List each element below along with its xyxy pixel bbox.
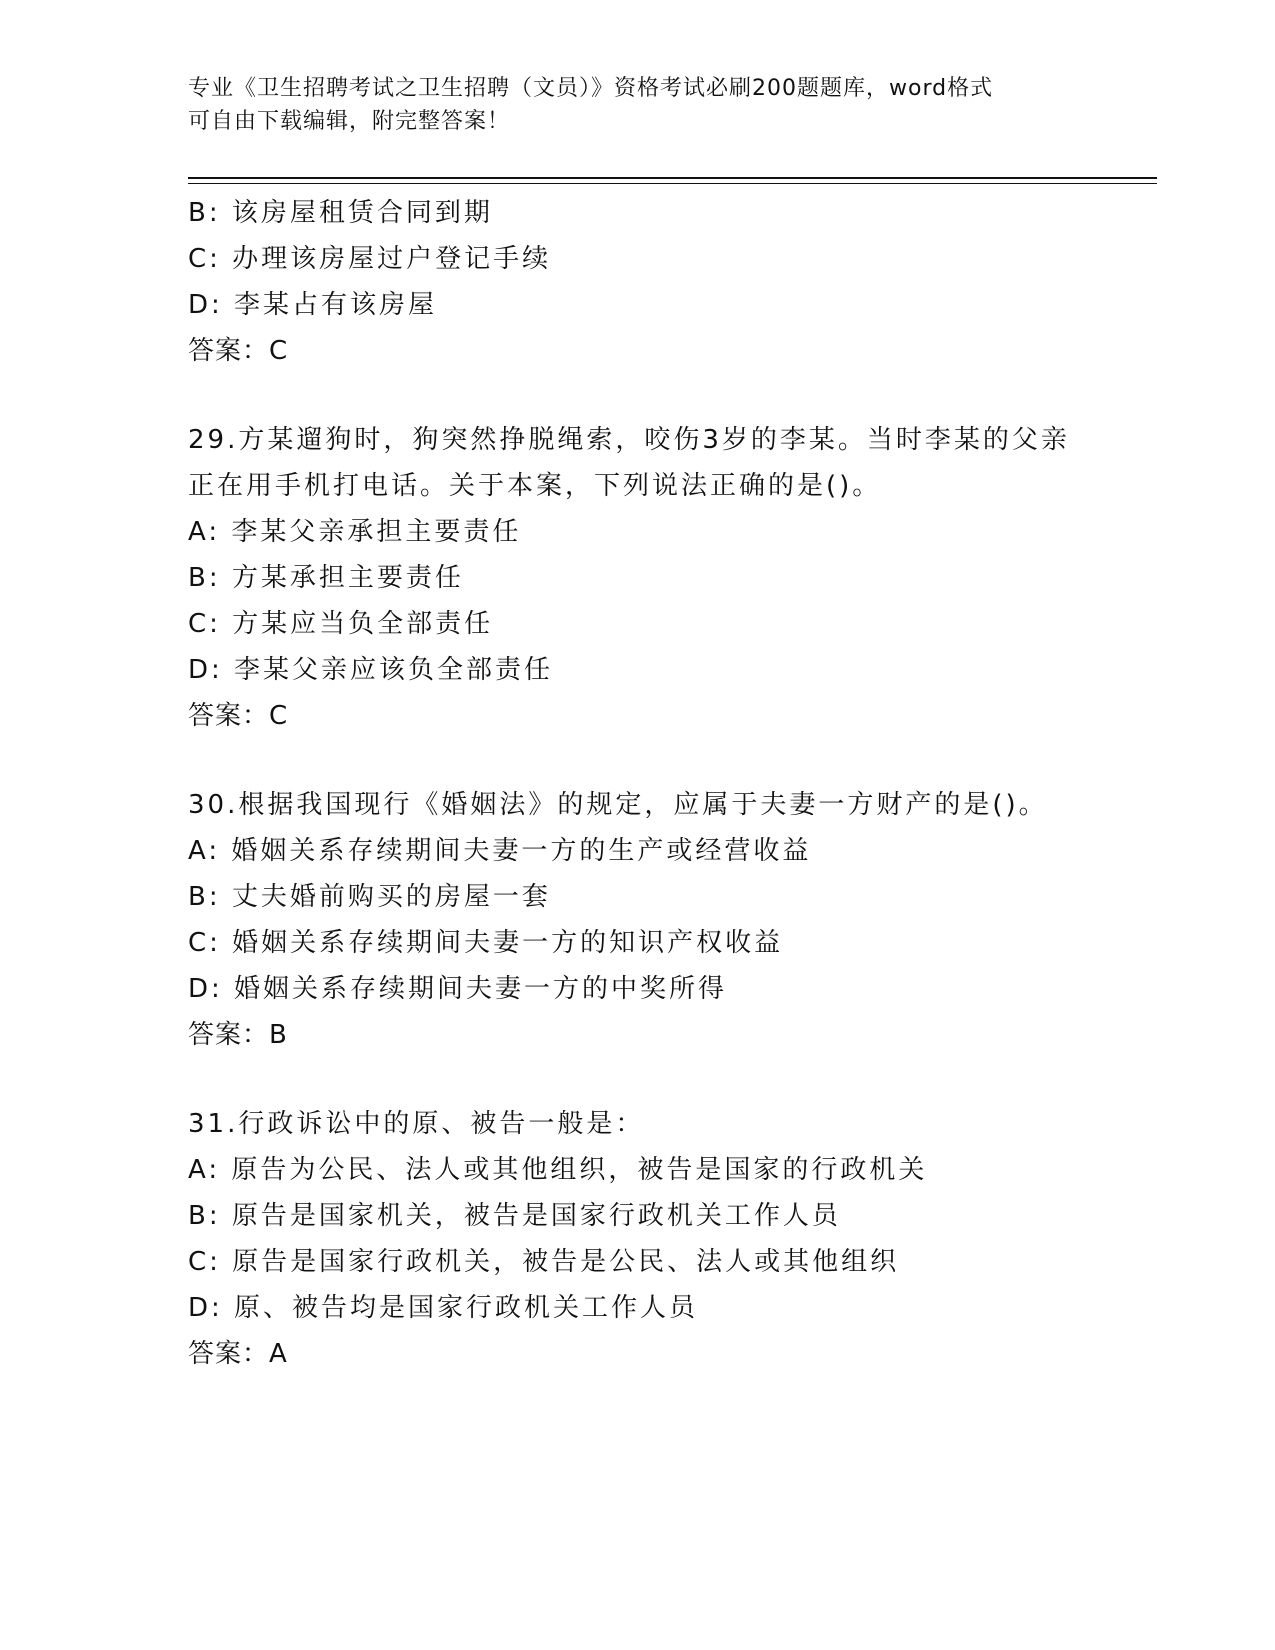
header-divider-thick [188, 177, 1157, 179]
option-b: B: 原告是国家机关，被告是国家行政机关工作人员 [188, 1201, 841, 1231]
question-29 [188, 417, 1138, 739]
question-31 [188, 1101, 1138, 1377]
answer: 答案：A [188, 1339, 288, 1369]
header-line-2: 可自由下载编辑，附完整答案！ [188, 109, 511, 134]
option-a: A: 原告为公民、法人或其他组织，被告是国家的行政机关 [188, 1155, 928, 1185]
option-a: A: 婚姻关系存续期间夫妻一方的生产或经营收益 [188, 836, 812, 866]
option-c: C: 方某应当负全部责任 [188, 609, 494, 639]
option-c: C: 原告是国家行政机关，被告是公民、法人或其他组织 [188, 1247, 900, 1277]
option-a: A: 李某父亲承担主要责任 [188, 517, 522, 547]
question-28 [188, 190, 1138, 374]
spacer [188, 1058, 1138, 1101]
option-d: D: 李某占有该房屋 [188, 290, 438, 320]
option-b: B: 该房屋租赁合同到期 [188, 198, 493, 228]
question-stem: 30.根据我国现行《婚姻法》的规定，应属于夫妻一方财产的是()。 [188, 790, 1048, 820]
option-d: D: 原、被告均是国家行政机关工作人员 [188, 1293, 699, 1323]
question-stem-line-2: 正在用手机打电话。关于本案，下列说法正确的是()。 [188, 471, 882, 501]
header-divider-thin [188, 183, 1157, 184]
question-stem: 31.行政诉讼中的原、被告一般是： [188, 1109, 645, 1139]
option-b: B: 丈夫婚前购买的房屋一套 [188, 882, 551, 912]
option-c: C: 办理该房屋过户登记手续 [188, 244, 552, 274]
answer: 答案：C [188, 701, 289, 731]
document-header [188, 72, 1088, 138]
answer: 答案：C [188, 336, 289, 366]
option-b: B: 方某承担主要责任 [188, 563, 464, 593]
answer: 答案：B [188, 1020, 288, 1050]
header-line-1: 专业《卫生招聘考试之卫生招聘（文员）》资格考试必刷200题题库，word格式 [188, 76, 994, 101]
option-d: D: 婚姻关系存续期间夫妻一方的中奖所得 [188, 974, 728, 1004]
spacer [188, 374, 1138, 417]
question-list [188, 190, 1138, 1377]
option-c: C: 婚姻关系存续期间夫妻一方的知识产权收益 [188, 928, 784, 958]
spacer [188, 739, 1138, 782]
option-d: D: 李某父亲应该负全部责任 [188, 655, 554, 685]
question-stem-line-1: 29.方某遛狗时，狗突然挣脱绳索，咬伤3岁的李某。当时李某的父亲 [188, 425, 1070, 455]
question-30 [188, 782, 1138, 1058]
